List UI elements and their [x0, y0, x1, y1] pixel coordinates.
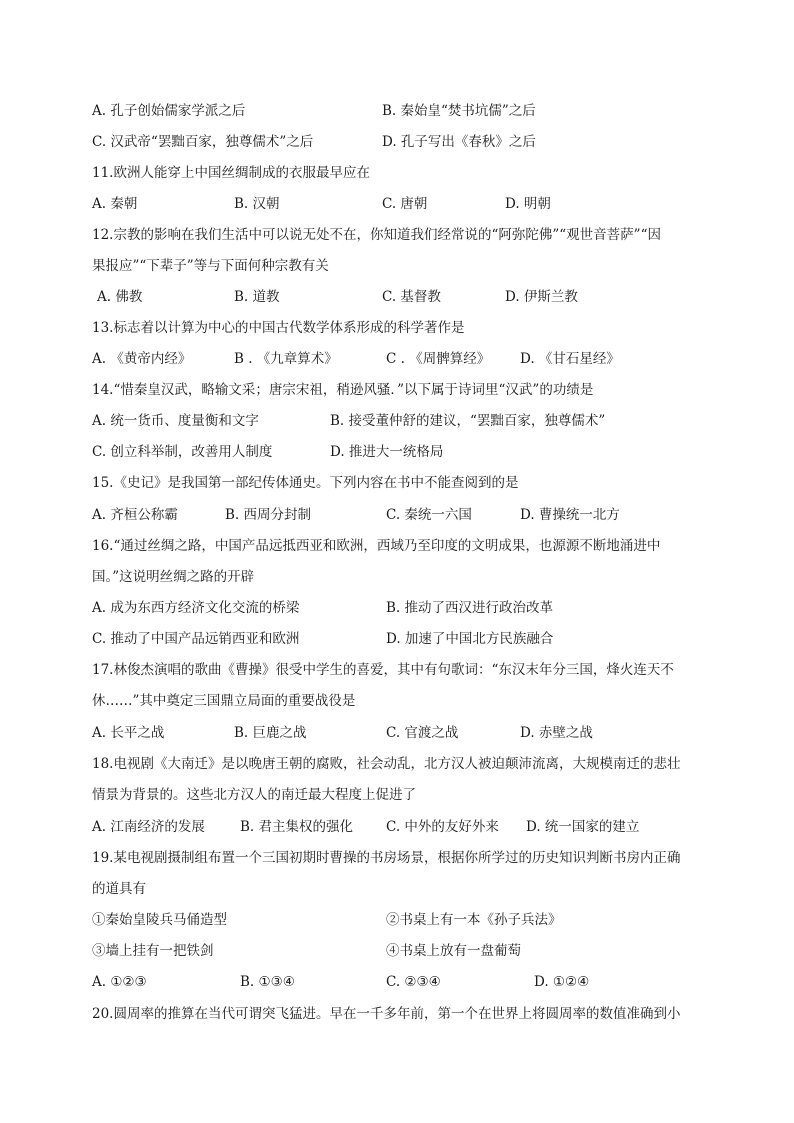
q17-option-a: A. 长平之战 [92, 725, 165, 741]
q15-option-d: D. 曹操统一北方 [520, 507, 620, 523]
q20-stem-line1: 20.圆周率的推算在当代可谓突飞猛进。早在一千多年前，第一个在世界上将圆周率的数值准确到小 [92, 1006, 681, 1022]
q18-option-c: C. 中外的友好外来 [386, 819, 499, 835]
q12-option-c: C. 基督教 [382, 289, 441, 305]
q19-stem-line2: 的道具有 [92, 881, 146, 897]
q19-option-d: D. ①②④ [534, 974, 590, 990]
q18-option-d: D. 统一国家的建立 [526, 819, 640, 835]
q18-stem-line2: 情景为背景的。这些北方汉人的南迁最大程度上促进了 [92, 787, 416, 803]
q11-stem: 11.欧洲人能穿上中国丝绸制成的衣服最早应在 [92, 165, 370, 181]
q11-option-b: B. 汉朝 [234, 196, 280, 212]
q12-stem-line1: 12.宗教的影响在我们生活中可以说无处不在，你知道我们经常说的“阿弥陀佛”“观世音菩萨”“因 [92, 227, 661, 243]
q16-option-a: A. 成为东西方经济文化交流的桥梁 [92, 600, 300, 616]
q17-stem-line2: 休……”其中奠定三国鼎立局面的重要战役是 [92, 693, 356, 709]
q12-stem-line2: 果报应”“下辈子”等与下面何种宗教有关 [92, 258, 329, 274]
q14-option-c: C. 创立科举制，改善用人制度 [92, 444, 273, 460]
q13-option-b: B . 《九章算术》 [234, 351, 338, 367]
q19-item-4: ④书桌上放有一盘葡萄 [386, 943, 521, 959]
q14-option-d: D. 推进大一统格局 [330, 444, 444, 460]
q17-stem-line1: 17.林俊杰演唱的歌曲《曹操》很受中学生的喜爱，其中有句歌词：“东汉末年分三国，烽火连天不 [92, 662, 674, 678]
q16-option-d: D. 加速了中国北方民族融合 [386, 631, 554, 647]
q15-stem: 15.《史记》是我国第一部纪传体通史。下列内容在书中不能查阅到的是 [92, 475, 519, 491]
q16-stem-line1: 16.“通过丝绸之路，中国产品远抵西亚和欧洲，西域乃至印度的文明成果，也源源不断地涌进中 [92, 538, 661, 554]
q12-option-a: A. 佛教 [97, 289, 143, 305]
q18-stem-line1: 18.电视剧《大南迁》是以晚唐王朝的腐败，社会动乱，北方汉人被迫颠沛流离，大规模南迁的悲壮 [92, 756, 681, 772]
q10-option-d: D. 孔子写出《春秋》之后 [382, 134, 536, 150]
q10-option-a: A. 孔子创始儒家学派之后 [92, 103, 246, 119]
q17-option-d: D. 赤壁之战 [520, 725, 593, 741]
q13-option-c: C . 《周髀算经》 [386, 351, 491, 367]
q19-item-2: ②书桌上有一本《孙子兵法》 [386, 912, 562, 928]
q16-option-c: C. 推动了中国产品远销西亚和欧洲 [92, 631, 300, 647]
q18-option-a: A. 江南经济的发展 [92, 819, 205, 835]
q19-item-3: ③墙上挂有一把铁剑 [92, 943, 214, 959]
q13-option-a: A. 《黄帝内经》 [92, 351, 192, 367]
q11-option-a: A. 秦朝 [92, 196, 138, 212]
q19-item-1: ①秦始皇陵兵马俑造型 [92, 912, 227, 928]
q10-option-b: B. 秦始皇“焚书坑儒”之后 [382, 103, 536, 119]
q10-option-c: C. 汉武帝“罢黜百家，独尊儒术”之后 [92, 134, 314, 150]
q11-option-c: C. 唐朝 [382, 196, 428, 212]
q11-option-d: D. 明朝 [505, 196, 551, 212]
q16-stem-line2: 国。”这说明丝绸之路的开辟 [92, 569, 255, 585]
q18-option-b: B. 君主集权的强化 [240, 819, 354, 835]
q13-stem: 13.标志着以计算为中心的中国古代数学体系形成的科学著作是 [92, 320, 465, 336]
q14-stem: 14.“惜秦皇汉武，略输文采；唐宗宋祖，稍逊风骚．”以下属于诗词里“汉武”的功绩是 [92, 382, 594, 398]
q17-option-b: B. 巨鹿之战 [234, 725, 307, 741]
q19-stem-line1: 19.某电视剧摄制组布置一个三国初期时曹操的书房场景，根据你所学过的历史知识判断书房内正确 [92, 850, 681, 866]
q16-option-b: B. 推动了西汉进行政治改革 [386, 600, 554, 616]
q15-option-c: C. 秦统一六国 [386, 507, 472, 523]
q19-option-b: B. ①③④ [240, 974, 295, 990]
q19-option-a: A. ①②③ [92, 974, 147, 990]
q13-option-d: D. 《甘石星经》 [520, 351, 620, 367]
q19-option-c: C. ②③④ [386, 974, 441, 990]
q17-option-c: C. 官渡之战 [386, 725, 459, 741]
q15-option-a: A. 齐桓公称霸 [92, 507, 178, 523]
q15-option-b: B. 西周分封制 [225, 507, 312, 523]
q12-option-b: B. 道教 [234, 289, 280, 305]
q14-option-a: A. 统一货币、度量衡和文字 [92, 413, 259, 429]
q12-option-d: D. 伊斯兰教 [505, 289, 578, 305]
q14-option-b: B. 接受董仲舒的建议，“罢黜百家，独尊儒术” [330, 413, 606, 429]
